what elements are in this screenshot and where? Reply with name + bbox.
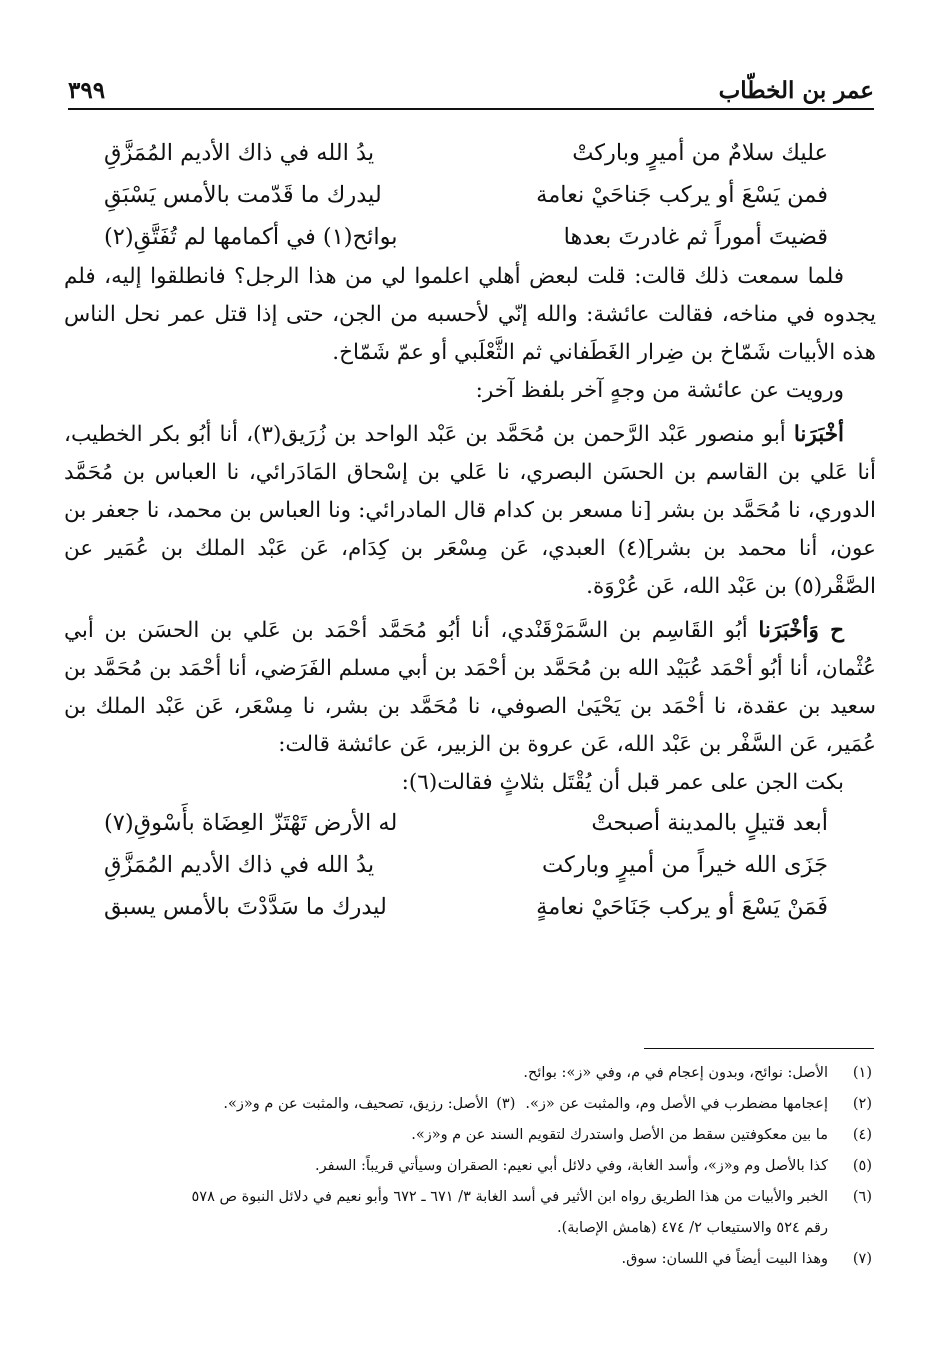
page-header	[68, 70, 874, 110]
paragraph-isnad-2	[64, 612, 876, 764]
footnote-continuation: رقم ٥٢٤ والاستيعاب ٢/ ٤٧٤ (هامش الإصابة).	[556, 1220, 828, 1236]
footnote-text: كذا بالأصل وم و«ز»، وأسد الغابة، وفي دلائل أبي نعيم: الصقران وسيأتي قريباً: السفر.	[315, 1158, 828, 1174]
footnote-number: (٣)	[496, 1096, 516, 1112]
page-number: ٣٩٩	[68, 77, 106, 104]
verse-second-hemistich: له الأرض تَهْتَزّ العِضَاة بأَسْوقِ(٧)	[104, 810, 398, 836]
isnad-lead-word: ح وَأخْبَرَنا	[758, 618, 844, 643]
verse-line	[64, 174, 876, 216]
footnote-number: (٤)	[852, 1127, 872, 1143]
footnote-item	[64, 1120, 872, 1151]
footnote-number: (٧)	[852, 1251, 872, 1267]
footnote-text: وهذا البيت أيضاً في اللسان: سوق.	[621, 1251, 828, 1267]
footnote-item	[64, 1151, 872, 1182]
verse-second-hemistich: ليدرك ما قَدّمت بالأمس يَسْبَقِ	[104, 182, 382, 208]
verse-line	[64, 132, 876, 174]
verse-line	[64, 844, 876, 886]
verse-second-hemistich: يدُ الله في ذاك الأديم المُمَزَّقِ	[104, 852, 375, 878]
main-text	[64, 132, 876, 928]
footnote-number: (٦)	[852, 1189, 872, 1205]
footnote-number: (٢)	[852, 1096, 872, 1112]
footnote-pair	[213, 1089, 828, 1120]
footnote-separator	[644, 1048, 874, 1049]
footnote-number: (٥)	[852, 1158, 872, 1174]
footnote-item	[64, 1058, 872, 1089]
verse-first-hemistich: فَمَنْ يَسْعَ أو يركب جَنَاحَيْ نعامةٍ	[536, 894, 828, 920]
footnote-text: إعجامها مضطرب في الأصل وم، والمثبت عن «ز».	[525, 1096, 828, 1112]
footnote-text: الخبر والأبيات من هذا الطريق رواه ابن الأثير في أسد الغابة ٣/ ٦٧١ ـ ٦٧٢ وأبو نعيم في دلائل النبوة ص ٥٧٨	[191, 1189, 828, 1205]
verse-second-hemistich: بوائح(١) في أكمامها لم تُفَتَّقِ(٢)	[104, 224, 398, 250]
verse-line	[64, 216, 876, 258]
paragraph-transition: ورويت عن عائشة من وجهٍ آخر بلفظ آخر:	[475, 378, 844, 403]
verse-second-hemistich: يدُ الله في ذاك الأديم المُمَزَّقِ	[104, 140, 375, 166]
isnad-text: أبو منصور عَبْد الرَّحمن بن مُحَمَّد بن عَبْد الواحد بن زُرَيق(٣)، أنا أبُو بكر الخطيب، أنا عَلي بن القاسم بن الحسَن البصري، نا عَلي بن إسْحاق المَادَرائي، نا العباس بن مُحَمَّد الدوري، نا مُحَمَّد بن بشر [نا مسعر بن كدام قال المادرائي: ونا العباس بن محمد، نا جعفر بن عون، أنا محمد بن بشر](٤) العبدي، عَن مِسْعَر بن كِدَام، عَن عَبْد الملك بن عُمَير عن الصَّقْر(٥) بن عَبْد الله، عَن عُرْوَة.	[64, 422, 876, 599]
running-title: عمر بن الخطّاب	[718, 77, 874, 104]
footnote-text: ما بين معكوفتين سقط من الأصل واستدرك لتقويم السند عن م و«ز».	[411, 1127, 828, 1143]
isnad-text: أبُو القَاسِم بن السَّمَرْقَنْدي، أنا أبُو مُحَمَّد أحْمَد بن عَلي بن الحسَن بن أبي عُثْمان، أنا أبُو أحْمَد عُبَيْد الله بن مُحَمَّد بن أحْمَد بن أبي مسلم الفَرَضي، أنا أحْمَد بن مُحَمَّد بن سعيد بن عقدة، نا أحْمَد بن يَحْيَىٰ الصوفي، نا مُحَمَّد بن بشر، نا مِسْعَر، عَن عَبْد الملك بن عُمَير، عَن السَّفْر بن عَبْد الله، عَن عروة بن الزبير، عَن عائشة قالت:	[64, 618, 876, 757]
footnote-text: الأصل: رزيق، تصحيف، والمثبت عن م و«ز».	[223, 1096, 489, 1112]
verse-first-hemistich: فمن يَسْعَ أو يركب جَناحَيْ نعامة	[536, 182, 828, 208]
verse-first-hemistich: قضيتَ أموراً ثم غادرتَ بعدها	[563, 224, 828, 250]
footnote-item	[64, 1244, 872, 1275]
poem-1	[64, 132, 876, 258]
paragraph-isnad-1	[64, 416, 876, 606]
verse-first-hemistich: عليك سلامٌ من أميرٍ وباركتْ	[572, 140, 828, 166]
isnad-lead-word: أخْبَرَنا	[793, 422, 844, 447]
footnote-text: الأصل: نوائح، وبدون إعجام في م، وفي «ز»: بوائح.	[523, 1065, 828, 1081]
paragraph-intro-poem: بكت الجن على عمر قبل أن يُقْتَل بثلاثٍ فقالت(٦):	[401, 770, 844, 795]
verse-line	[64, 886, 876, 928]
verse-second-hemistich: ليدرك ما سَدَّدْتَ بالأمس يسبق	[104, 894, 387, 920]
poem-2	[64, 802, 876, 928]
footnote-item	[64, 1089, 872, 1120]
footnote-item	[64, 1182, 872, 1213]
footnotes	[64, 1058, 872, 1275]
verse-first-hemistich: أبعد قتيلٍ بالمدينة أصبحتْ	[591, 810, 828, 836]
verse-line	[64, 802, 876, 844]
verse-first-hemistich: جَزَى الله خيراً من أميرٍ وباركت	[541, 852, 828, 878]
footnote-number: (١)	[852, 1065, 872, 1081]
paragraph-narration: فلما سمعت ذلك قالت: قلت لبعض أهلي اعلموا لي من هذا الرجل؟ فانطلقوا إليه، فلم يجدوه في مناخه، فقالت عائشة: والله إنّي لأحسبه من الجن، حتى إذا قتل عمر نحل الناس هذه الأبيات شَمّاخ بن ضِرار الغَطَفاني ثم الثَّعْلَبي أو عمّ شَمّاخ.	[64, 264, 876, 365]
